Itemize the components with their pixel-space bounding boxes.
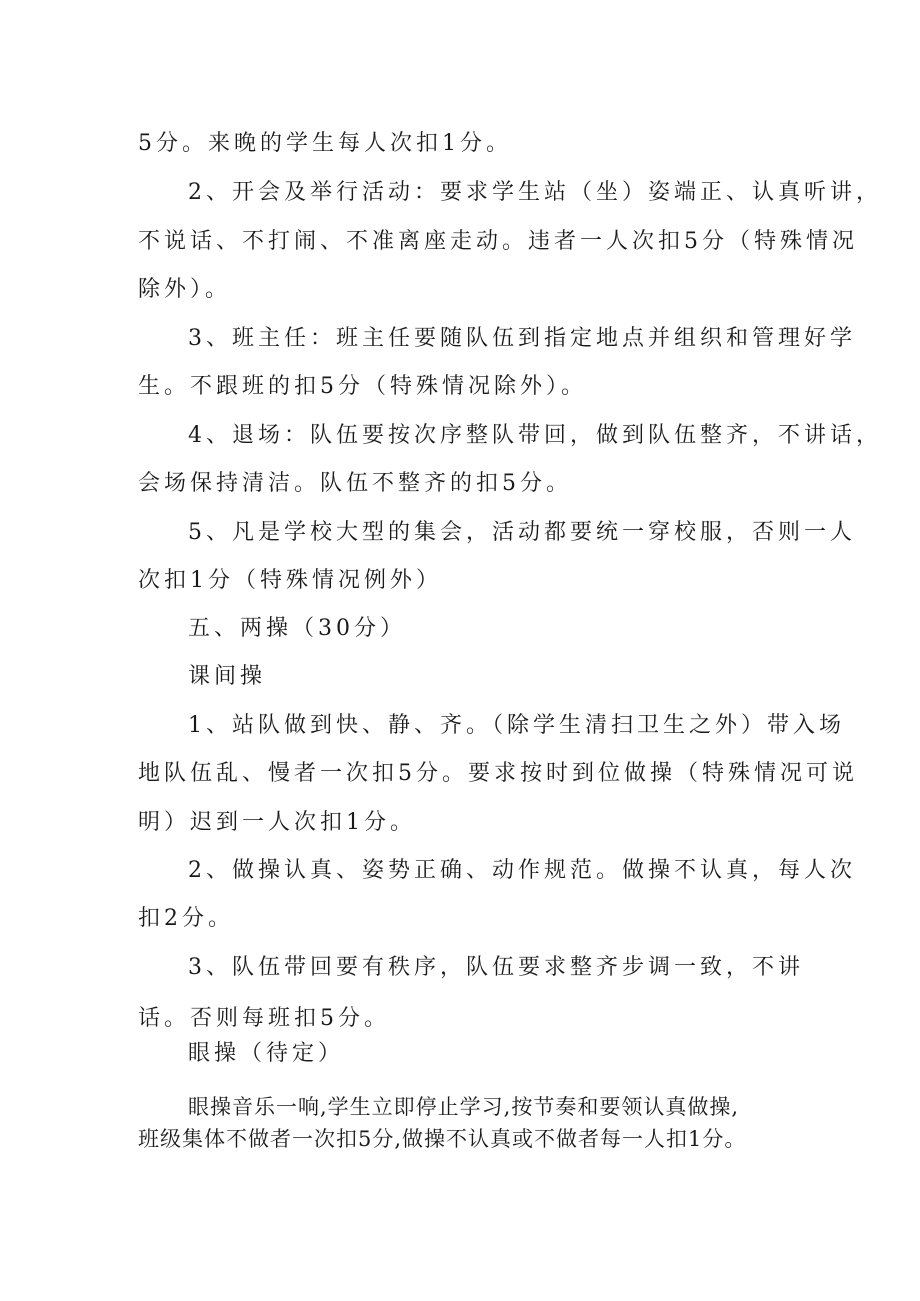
text-line: 1、站队做到快、静、齐。（除学生清扫卫生之外）带入场 [188,713,845,738]
text-line: 明）迟到一人次扣1分。 [138,810,416,835]
text-line: 次扣1分（特殊情况例外） [138,568,442,593]
text-line: 眼操音乐一响,学生立即停止学习,按节奏和要领认真做操, [188,1095,740,1119]
text-line: 话。否则每班扣5分。 [138,1006,390,1031]
text-line: 地队伍乱、慢者一次扣5分。要求按时到位做操（特殊情况可说 [138,761,858,786]
subsection-heading: 课间操 [188,664,267,689]
text-line: 班级集体不做者一次扣5分,做操不认真或不做者每一人扣1分。 [138,1127,747,1151]
text-line: 会场保持清洁。队伍不整齐的扣5分。 [138,471,572,496]
text-line: 3、队伍带回要有秩序，队伍要求整齐步调一致，不讲 [188,955,804,980]
text-line: 生。不跟班的扣5分（特殊情况除外）。 [138,374,587,399]
text-line: 2、做操认真、姿势正确、动作规范。做操不认真，每人次 [188,858,856,883]
text-line: 4、退场：队伍要按次序整队带回，做到队伍整齐，不讲话， [188,423,882,448]
section-heading: 五、两操（30分） [188,616,406,641]
text-line: 5分。来晚的学生每人次扣1分。 [138,131,512,156]
text-line: 不说话、不打闹、不准离座走动。违者一人次扣5分（特殊情况 [138,229,858,254]
text-line: 3、班主任：班主任要随队伍到指定地点并组织和管理好学 [188,326,856,351]
text-line: 除外）。 [138,277,232,302]
text-line: 2、开会及举行活动：要求学生站（坐）姿端正、认真听讲， [188,180,882,205]
text-line: 扣2分。 [138,906,234,931]
subsection-heading: 眼操（待定） [188,1041,345,1066]
text-line: 5、凡是学校大型的集会，活动都要统一穿校服，否则一人 [188,520,856,545]
